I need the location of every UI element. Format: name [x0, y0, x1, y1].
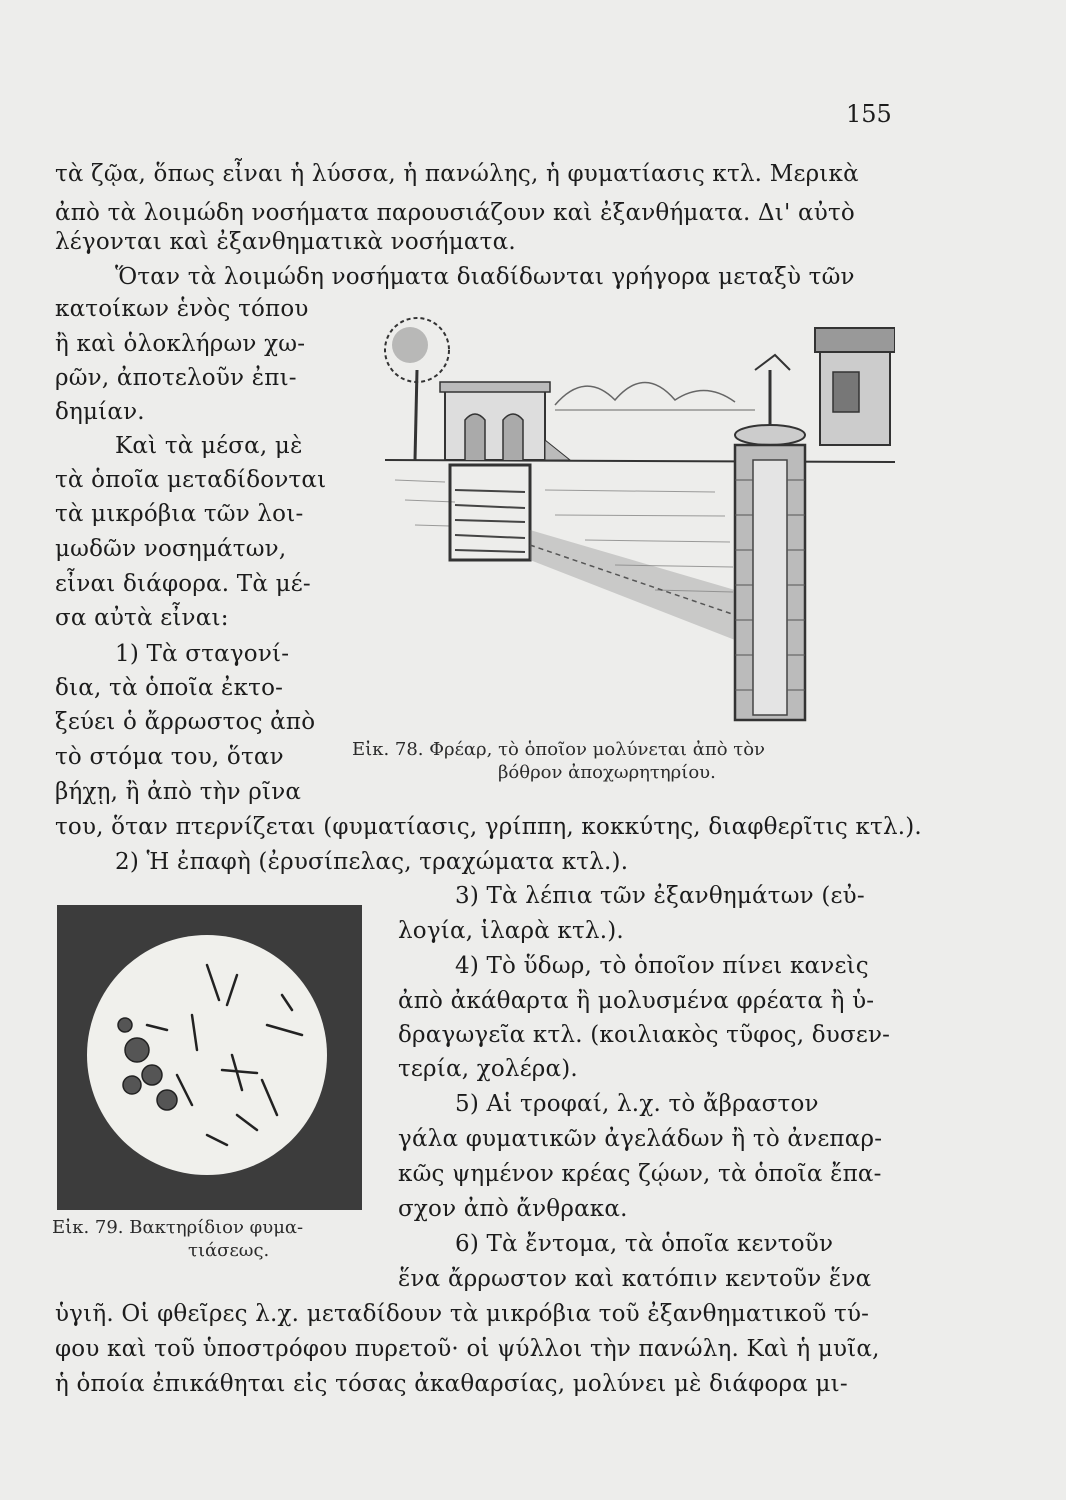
- text-line: δραγωγεῖα κτλ. (κοιλιακὸς τῦφος, δυσεν-: [398, 1022, 891, 1048]
- text-line: Ὅταν τὰ λοιμώδη νοσήματα διαδίδωνται γρήγορα μεταξὺ τῶν: [115, 264, 855, 290]
- well-contamination-illustration: [355, 310, 895, 730]
- text-line: τὰ μικρόβια τῶν λοι-: [55, 501, 304, 527]
- text-line: ξεύει ὁ ἄρρωστος ἀπὸ: [55, 709, 316, 735]
- text-line: εἶναι διάφορα. Τὰ μέ-: [55, 571, 311, 597]
- cesspit-icon: [450, 465, 530, 560]
- text-line: δια, τὰ ὁποῖα ἐκτο-: [55, 675, 284, 701]
- figure-78-caption: Εἰκ. 78. Φρέαρ, τὸ ὁποῖον μολύνεται ἀπὸ τὸν: [352, 739, 765, 760]
- text-line: γάλα φυματικῶν ἀγελάδων ἢ τὸ ἀνεπαρ-: [398, 1126, 883, 1152]
- text-line: 6) Τὰ ἔντομα, τὰ ὁποῖα κεντοῦν: [455, 1231, 834, 1257]
- text-line: τὰ ζῷα, ὅπως εἶναι ἡ λύσσα, ἡ πανώλης, ἡ φυματίασις κτλ. Μερικὰ: [55, 161, 859, 187]
- text-line: ἀπὸ ἀκάθαρτα ἢ μολυσμένα φρέατα ἢ ὑ-: [398, 988, 875, 1014]
- text-line: 4) Τὸ ὕδωρ, τὸ ὁποῖον πίνει κανεὶς: [455, 953, 869, 979]
- house-icon: [815, 328, 895, 445]
- text-line: σχον ἀπὸ ἄνθρακα.: [398, 1196, 628, 1222]
- text-line: τὸ στόμα του, ὅταν: [55, 744, 284, 770]
- pump-icon: [735, 355, 805, 445]
- outhouse-icon: [440, 382, 570, 460]
- figure-79-caption: τιάσεως.: [188, 1240, 270, 1261]
- text-line: λέγονται καὶ ἐξανθηματικὰ νοσήματα.: [55, 229, 516, 255]
- text-line: 3) Τὰ λέπια τῶν ἐξανθημάτων (εὐ-: [455, 883, 865, 909]
- text-line: σα αὐτὰ εἶναι:: [55, 605, 229, 631]
- text-line: 2) Ἡ ἐπαφὴ (ἐρυσίπελας, τραχώματα κτλ.).: [115, 849, 629, 875]
- text-line: του, ὅταν πτερνίζεται (φυματίασις, γρίππη, κοκκύτης, διαφθερῖτις κτλ.).: [55, 814, 922, 840]
- text-line: μωδῶν νοσημάτων,: [55, 536, 287, 562]
- text-line: ἡ ὁποία ἐπικάθηται εἰς τόσας ἀκαθαρσίας, μολύνει μὲ διάφορα μι-: [55, 1371, 848, 1397]
- text-line: τερία, χολέρα).: [398, 1056, 578, 1082]
- text-line: 1) Τὰ σταγονί-: [115, 641, 290, 667]
- text-line: ἢ καὶ ὁλοκλήρων χω-: [55, 331, 306, 357]
- text-line: τὰ ὁποῖα μεταδίδονται: [55, 467, 327, 493]
- text-line: φου καὶ τοῦ ὑποστρόφου πυρετοῦ· οἱ ψύλλοι τὴν πανώλη. Καὶ ἡ μυῖα,: [55, 1336, 880, 1362]
- figure-78-caption: βόθρον ἀποχωρητηρίου.: [498, 762, 716, 783]
- figure-79-caption: Εἰκ. 79. Βακτηρίδιον φυμα-: [52, 1217, 304, 1238]
- tuberculosis-bacilli-illustration: [57, 905, 362, 1210]
- text-line: ὑγιῆ. Οἱ φθεῖρες λ.χ. μεταδίδουν τὰ μικρόβια τοῦ ἐξανθηματικοῦ τύ-: [55, 1301, 870, 1327]
- text-line: βήχῃ, ἢ ἀπὸ τὴν ρῖνα: [55, 779, 302, 805]
- text-line: λογία, ἱλαρὰ κτλ.).: [398, 918, 624, 944]
- text-line: κατοίκων ἑνὸς τόπου: [55, 296, 309, 322]
- page-number: 155: [846, 100, 892, 128]
- text-line: 5) Αἱ τροφαί, λ.χ. τὸ ἄβραστον: [455, 1091, 819, 1117]
- well-shaft-icon: [735, 445, 805, 720]
- text-line: ρῶν, ἀποτελοῦν ἐπι-: [55, 365, 297, 391]
- text-line: κῶς ψημένον κρέας ζῴων, τὰ ὁποῖα ἔπα-: [398, 1161, 882, 1187]
- text-line: δημίαν.: [55, 399, 145, 425]
- text-line: Καὶ τὰ μέσα, μὲ: [115, 433, 303, 459]
- text-line: ἕνα ἄρρωστον καὶ κατόπιν κεντοῦν ἕνα: [398, 1266, 872, 1292]
- text-line: ἀπὸ τὰ λοιμώδη νοσήματα παρουσιάζουν καὶ ἐξανθήματα. Δι' αὐτὸ: [55, 200, 855, 226]
